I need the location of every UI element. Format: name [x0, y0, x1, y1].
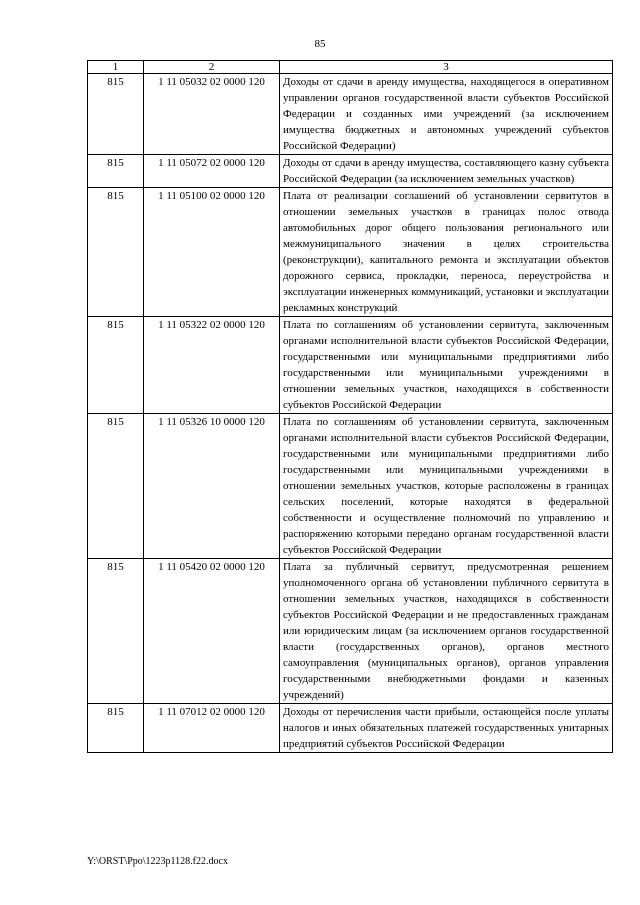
table-row [88, 188, 613, 317]
admin-code-cell: 815 [88, 155, 144, 188]
admin-code-cell: 815 [88, 559, 144, 704]
revenue-name-cell: Плата по соглашениям об установлении сервитута, заключенным органами исполнительной власти субъектов Российской Федерации, государственными или муниципальными предприятиями либо государственными или муниципальными учреждениями в отношении земельных участков, которые расположены в границах сельских поселений, которые находятся в федеральной собственности и осуществление полномочий по управлению и распоряжению которыми передано органам государственной власти субъектов Российской Федерации [280, 414, 613, 559]
revenue-name-cell: Плата от реализации соглашений об установлении сервитутов в отношении земельных участков в границах полос отвода автомобильных дорог общего пользования регионального или межмуниципального значения в целях строительства (реконструкции), капитального ремонта и эксплуатации объектов дорожного сервиса, прокладки, переноса, переустройства и эксплуатации инженерных коммуникаций, установки и эксплуатации рекламных конструкций [280, 188, 613, 317]
table-row [88, 414, 613, 559]
column-header-1: 1 [88, 61, 144, 74]
table-row [88, 74, 613, 155]
admin-code-cell: 815 [88, 188, 144, 317]
admin-code-cell: 815 [88, 414, 144, 559]
revenue-name-cell: Доходы от сдачи в аренду имущества, находящегося в оперативном управлении органов государственной власти субъектов Российской Федерации и созданных ими учреждений (за исключением имущества бюджетных и автономных учреждений субъектов Российской Федерации) [280, 74, 613, 155]
revenue-name-cell: Доходы от перечисления части прибыли, остающейся после уплаты налогов и иных обязательных платежей государственных унитарных предприятий субъектов Российской Федерации [280, 704, 613, 753]
revenue-code-cell: 1 11 05100 02 0000 120 [144, 188, 280, 317]
table-row [88, 155, 613, 188]
document-file-path: Y:\ORST\Ppo\1223p1128.f22.docx [87, 856, 228, 867]
revenue-codes-table [87, 60, 613, 753]
revenue-code-cell: 1 11 05072 02 0000 120 [144, 155, 280, 188]
page-number: 85 [314, 38, 326, 50]
revenue-name-cell: Плата за публичный сервитут, предусмотренная решением уполномоченного органа об установлении публичного сервитута в отношении земельных участков, находящихся в собственности субъектов Российской Федерации и не предоставленных гражданам или юридическим лицам (за исключением органов государственной власти (государственных органов), органов местного самоуправления (муниципальных органов), органов управления государственными внебюджетными фондами и казенных учреждений) [280, 559, 613, 704]
admin-code-cell: 815 [88, 317, 144, 414]
revenue-code-cell: 1 11 05420 02 0000 120 [144, 559, 280, 704]
revenue-name-cell: Плата по соглашениям об установлении сервитута, заключенным органами исполнительной власти субъектов Российской Федерации, государственными или муниципальными предприятиями либо государственными или муниципальными учреждениями в отношении земельных участков, находящихся в собственности субъектов Российской Федерации [280, 317, 613, 414]
admin-code-cell: 815 [88, 704, 144, 753]
revenue-code-cell: 1 11 05326 10 0000 120 [144, 414, 280, 559]
table-row [88, 704, 613, 753]
revenue-name-cell: Доходы от сдачи в аренду имущества, составляющего казну субъекта Российской Федерации (за исключением земельных участков) [280, 155, 613, 188]
column-header-3: 3 [280, 61, 613, 74]
revenue-code-cell: 1 11 05032 02 0000 120 [144, 74, 280, 155]
table-header-row [88, 61, 613, 74]
revenue-code-cell: 1 11 05322 02 0000 120 [144, 317, 280, 414]
table-row [88, 317, 613, 414]
column-header-2: 2 [144, 61, 280, 74]
revenue-code-cell: 1 11 07012 02 0000 120 [144, 704, 280, 753]
admin-code-cell: 815 [88, 74, 144, 155]
table-row [88, 559, 613, 704]
